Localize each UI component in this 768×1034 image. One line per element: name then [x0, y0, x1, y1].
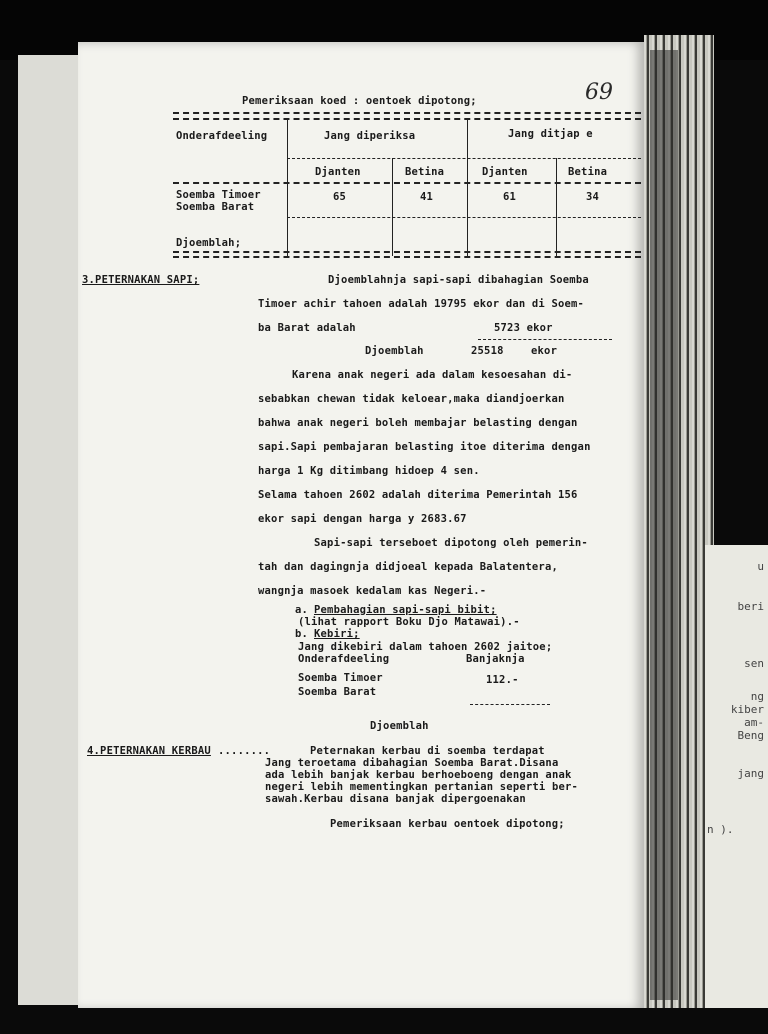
paragraph-line: negeri lebih mementingkan pertanian seperti ber- — [265, 781, 579, 793]
page-number: 69 — [585, 80, 613, 105]
back-text: u — [757, 560, 764, 573]
table-divider — [287, 118, 288, 256]
back-text: sen — [744, 657, 764, 670]
table-title: Pemeriksaan koed : oentoek dipotong; — [242, 95, 477, 107]
list-marker: b. — [295, 628, 309, 640]
leader-dots: ........ — [218, 745, 271, 757]
table-divider — [392, 158, 393, 256]
section-heading-kerbau: 4.PETERNAKAN KERBAU — [87, 745, 211, 757]
table-header-region: Onderafdeeling — [176, 130, 268, 142]
table-rule — [173, 256, 641, 258]
sub-table-region: Soemba Timoer — [298, 672, 383, 684]
sum-rule — [470, 704, 550, 705]
table-rule — [173, 118, 641, 120]
table-total-label: Djoemblah; — [176, 237, 242, 249]
list-item-heading: Pembahagian sapi-sapi bibit; — [314, 604, 497, 616]
paragraph-line: Peternakan kerbau di soemba terdapat — [310, 745, 545, 757]
paragraph-line: Timoer achir tahoen adalah 19795 ekor dan di Soem- — [258, 298, 585, 310]
table-subheader-male: Djanten — [315, 166, 361, 178]
paragraph-line: sawah.Kerbau disana banjak dipergoenakan — [265, 793, 526, 805]
paragraph-line: 25518 — [471, 345, 504, 357]
list-marker: a. — [295, 604, 309, 616]
table-subheader-male: Djanten — [482, 166, 528, 178]
paragraph-line: sapi.Sapi pembajaran belasting itoe diterima dengan — [258, 441, 591, 453]
sub-table-total: Djoemblah — [370, 720, 429, 732]
back-text: jang — [737, 767, 764, 780]
paragraph-line: ba Barat adalah — [258, 322, 356, 334]
paragraph-line: ekor sapi dengan harga y 2683.67 — [258, 513, 467, 525]
table-rule — [173, 251, 641, 253]
table-row-region: Soemba Barat — [176, 201, 255, 213]
back-text: ng — [750, 690, 764, 703]
paragraph-line: wangnja masoek kedalam kas Negeri.- — [258, 585, 487, 597]
table-cell: 61 — [503, 191, 517, 203]
paragraph-line: sebabkan chewan tidak keloear,maka diandjoerkan — [258, 393, 565, 405]
table-rule — [173, 182, 641, 184]
table-rule — [173, 112, 641, 114]
section-heading-sapi: 3.PETERNAKAN SAPI; — [82, 274, 200, 286]
table-header-examined: Jang diperiksa — [324, 130, 416, 142]
paragraph-line: Selama tahoen 2602 adalah diterima Pemerintah 156 — [258, 489, 578, 501]
book-spine-shadow — [650, 50, 678, 1000]
paragraph-line: Djoemblahnja sapi-sapi dibahagian Soemba — [328, 274, 589, 286]
table-cell: 41 — [420, 191, 434, 203]
back-text: n ). — [707, 823, 734, 836]
sub-table-value: 112.- — [486, 674, 519, 686]
paragraph-line: ada lebih banjak kerbau berhoeboeng dengan anak — [265, 769, 572, 781]
document-page — [78, 42, 644, 1010]
paragraph-line: Djoemblah — [365, 345, 424, 357]
paragraph-line: 5723 ekor — [494, 322, 553, 334]
table-row-region: Soemba Timoer — [176, 189, 261, 201]
table-header-cut: Jang ditjap e — [508, 128, 593, 140]
back-text: Beng — [737, 729, 764, 742]
paragraph-line: harga 1 Kg ditimbang hidoep 4 sen. — [258, 465, 480, 477]
back-text: kiber — [730, 703, 764, 716]
back-text: am- — [744, 716, 764, 729]
table-divider — [556, 158, 557, 256]
adjacent-page-strip — [18, 55, 78, 1005]
scan-border-bottom — [0, 1008, 768, 1034]
paragraph-line: Jang teroetama dibahagian Soemba Barat.Disana — [265, 757, 559, 769]
closing-line: Pemeriksaan kerbau oentoek dipotong; — [330, 818, 565, 830]
paragraph-line: bahwa anak negeri boleh membajar belasting dengan — [258, 417, 578, 429]
paragraph-line: Karena anak negeri ada dalam kesoesahan di- — [292, 369, 573, 381]
list-item-text: Jang dikebiri dalam tahoen 2602 jaitoe; — [298, 641, 553, 653]
table-subheader-female: Betina — [568, 166, 608, 178]
table-subheader-female: Betina — [405, 166, 445, 178]
back-text: beri — [737, 600, 764, 613]
back-page-fragment — [705, 545, 768, 1015]
table-cell: 34 — [586, 191, 600, 203]
table-divider — [467, 118, 468, 256]
table-rule — [287, 217, 641, 218]
table-rule — [287, 158, 641, 159]
list-item-heading: Kebiri; — [314, 628, 360, 640]
sub-table-region: Soemba Barat — [298, 686, 377, 698]
paragraph-line: ekor — [531, 345, 558, 357]
list-item-note: (lihat rapport Boku Djo Matawai).- — [298, 616, 520, 628]
sub-table-header: Banjaknja — [466, 653, 525, 665]
sub-table-header: Onderafdeeling — [298, 653, 390, 665]
paragraph-line: tah dan dagingnja didjoeal kepada Balatentera, — [258, 561, 558, 573]
sum-rule — [478, 339, 612, 340]
paragraph-line: Sapi-sapi terseboet dipotong oleh pemerin- — [314, 537, 588, 549]
table-cell: 65 — [333, 191, 347, 203]
